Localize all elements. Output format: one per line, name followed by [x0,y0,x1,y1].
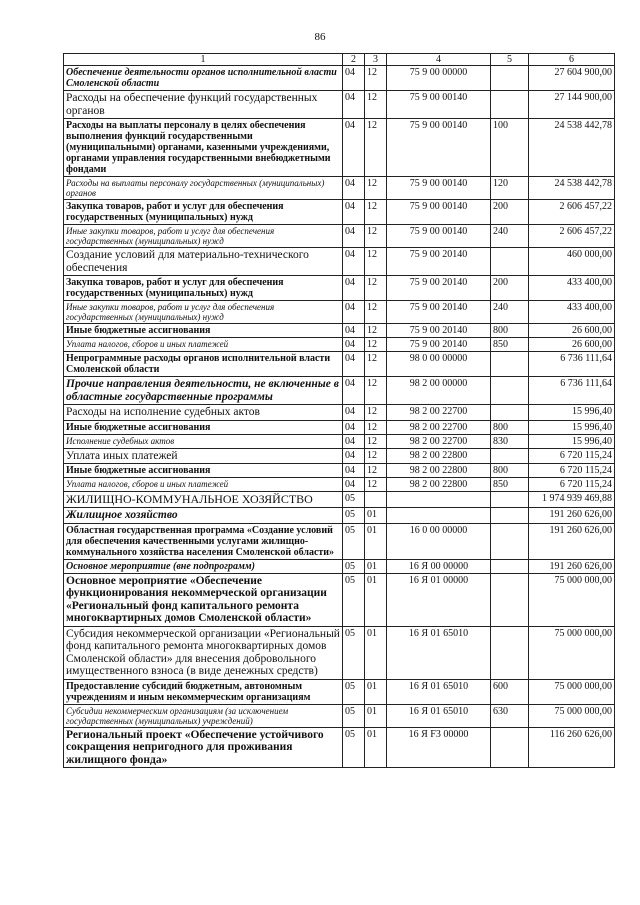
row-section-cell: 04 [343,177,365,200]
row-amount-cell: 116 260 626,00 [529,727,615,768]
row-section-cell: 04 [343,225,365,248]
row-name-cell: Закупка товаров, работ и услуг для обеспечения государственных (муниципальных) нужд [64,276,343,301]
row-name-cell: Иные закупки товаров, работ и услуг для обеспечения государственных (муниципальных) нужд [64,225,343,248]
row-expense-type-cell: 630 [491,704,529,727]
row-section-cell: 05 [343,727,365,768]
row-expense-type-cell: 800 [491,464,529,478]
row-subsection-cell: 01 [365,573,387,626]
row-target-article-cell: 75 9 00 00140 [387,91,491,119]
header-col-section: 2 [343,54,365,66]
table-row [64,66,615,91]
row-amount-cell: 24 538 442,78 [529,177,615,200]
row-amount-cell: 15 996,40 [529,405,615,421]
row-name-cell: Уплата иных платежей [64,448,343,464]
row-section-cell: 05 [343,523,365,559]
row-section-cell: 04 [343,119,365,177]
row-name-cell: Непрограммные расходы органов исполнительной власти Смоленской области [64,352,343,377]
row-target-article-cell: 16 0 00 00000 [387,523,491,559]
row-expense-type-cell [491,405,529,421]
table-row [64,248,615,276]
row-expense-type-cell [491,352,529,377]
row-section-cell: 04 [343,405,365,421]
row-subsection-cell: 12 [365,200,387,225]
row-target-article-cell: 16 Я F3 00000 [387,727,491,768]
row-amount-cell: 2 606 457,22 [529,225,615,248]
row-section-cell: 04 [343,248,365,276]
row-subsection-cell: 12 [365,478,387,492]
row-subsection-cell: 12 [365,324,387,338]
row-amount-cell: 75 000 000,00 [529,573,615,626]
table-row [64,448,615,464]
row-target-article-cell: 75 9 00 20140 [387,338,491,352]
row-section-cell: 04 [343,420,365,434]
row-amount-cell: 191 260 626,00 [529,508,615,524]
row-expense-type-cell: 240 [491,301,529,324]
row-amount-cell: 75 000 000,00 [529,626,615,679]
table-row [64,420,615,434]
row-section-cell: 05 [343,508,365,524]
row-target-article-cell: 16 Я 00 00000 [387,559,491,573]
row-target-article-cell: 98 2 00 22700 [387,434,491,448]
row-amount-cell: 24 538 442,78 [529,119,615,177]
table-row [64,464,615,478]
row-subsection-cell: 12 [365,377,387,405]
row-amount-cell: 6 736 111,64 [529,352,615,377]
row-subsection-cell: 01 [365,559,387,573]
row-amount-cell: 6 720 115,24 [529,464,615,478]
row-amount-cell: 75 000 000,00 [529,704,615,727]
table-row [64,478,615,492]
row-subsection-cell: 12 [365,434,387,448]
row-name-cell: Расходы на обеспечение функций государственных органов [64,91,343,119]
table-header-row [64,54,615,66]
row-amount-cell: 6 720 115,24 [529,448,615,464]
row-target-article-cell: 16 Я 01 65010 [387,679,491,704]
row-expense-type-cell [491,377,529,405]
row-name-cell: Иные бюджетные ассигнования [64,464,343,478]
row-target-article-cell: 98 2 00 22700 [387,405,491,421]
row-amount-cell: 191 260 626,00 [529,559,615,573]
row-expense-type-cell [491,508,529,524]
table-row [64,377,615,405]
table-row [64,727,615,768]
row-section-cell: 04 [343,377,365,405]
row-section-cell: 04 [343,200,365,225]
row-target-article-cell: 98 0 00 00000 [387,352,491,377]
row-amount-cell: 15 996,40 [529,434,615,448]
row-expense-type-cell: 240 [491,225,529,248]
row-subsection-cell: 12 [365,352,387,377]
row-target-article-cell: 75 9 00 00000 [387,66,491,91]
table-row [64,276,615,301]
row-subsection-cell: 12 [365,301,387,324]
table-row [64,225,615,248]
row-target-article-cell: 75 9 00 00140 [387,119,491,177]
row-amount-cell: 27 604 900,00 [529,66,615,91]
row-target-article-cell: 75 9 00 20140 [387,248,491,276]
row-section-cell: 04 [343,434,365,448]
row-subsection-cell [365,492,387,508]
table-row [64,177,615,200]
table-row [64,405,615,421]
row-expense-type-cell: 200 [491,200,529,225]
row-name-cell: Уплата налогов, сборов и иных платежей [64,478,343,492]
row-name-cell: Создание условий для материально-технического обеспечения [64,248,343,276]
table-row [64,573,615,626]
row-name-cell: Субсидия некоммерческой организации «Региональный фонд капитального ремонта многоквартирных домов Смоленской области» для внесения добровольного имущественного взноса (в виде денежных средств) [64,626,343,679]
row-target-article-cell: 98 2 00 00000 [387,377,491,405]
row-section-cell: 04 [343,324,365,338]
table-row [64,523,615,559]
table-row [64,508,615,524]
row-name-cell: Жилищное хозяйство [64,508,343,524]
row-name-cell: Предоставление субсидий бюджетным, автономным учреждениям и иным некоммерческим организациям [64,679,343,704]
row-amount-cell: 433 400,00 [529,301,615,324]
row-expense-type-cell: 850 [491,338,529,352]
row-name-cell: Прочие направления деятельности, не включенные в областные государственные программы [64,377,343,405]
header-col-subsection: 3 [365,54,387,66]
row-target-article-cell: 98 2 00 22800 [387,448,491,464]
row-subsection-cell: 01 [365,704,387,727]
table-row [64,434,615,448]
row-expense-type-cell [491,523,529,559]
row-name-cell: Исполнение судебных актов [64,434,343,448]
row-target-article-cell: 75 9 00 00140 [387,225,491,248]
row-subsection-cell: 01 [365,523,387,559]
header-col-name: 1 [64,54,343,66]
row-section-cell: 04 [343,478,365,492]
row-amount-cell: 460 000,00 [529,248,615,276]
row-section-cell: 04 [343,301,365,324]
row-section-cell: 04 [343,66,365,91]
table-row [64,352,615,377]
row-name-cell: Расходы на выплаты персоналу государственных (муниципальных) органов [64,177,343,200]
row-name-cell: Иные бюджетные ассигнования [64,324,343,338]
row-expense-type-cell: 850 [491,478,529,492]
table-row [64,559,615,573]
row-section-cell: 05 [343,626,365,679]
row-section-cell: 05 [343,573,365,626]
header-col-expense-type: 5 [491,54,529,66]
row-name-cell: Уплата налогов, сборов и иных платежей [64,338,343,352]
header-col-target-article: 4 [387,54,491,66]
row-section-cell: 04 [343,352,365,377]
table-row [64,200,615,225]
row-subsection-cell: 12 [365,464,387,478]
row-amount-cell: 26 600,00 [529,338,615,352]
row-section-cell: 05 [343,492,365,508]
row-section-cell: 05 [343,559,365,573]
row-subsection-cell: 12 [365,91,387,119]
row-subsection-cell: 12 [365,119,387,177]
row-name-cell: Обеспечение деятельности органов исполнительной власти Смоленской области [64,66,343,91]
row-amount-cell: 433 400,00 [529,276,615,301]
row-section-cell: 05 [343,704,365,727]
row-name-cell: Региональный проект «Обеспечение устойчивого сокращения непригодного для проживания жилищного фонда» [64,727,343,768]
row-subsection-cell: 12 [365,248,387,276]
table-row [64,119,615,177]
row-expense-type-cell [491,248,529,276]
header-col-amount: 6 [529,54,615,66]
row-target-article-cell [387,492,491,508]
table-row [64,626,615,679]
row-expense-type-cell: 600 [491,679,529,704]
row-amount-cell: 15 996,40 [529,420,615,434]
row-subsection-cell: 01 [365,508,387,524]
row-expense-type-cell [491,559,529,573]
row-target-article-cell: 75 9 00 20140 [387,276,491,301]
row-expense-type-cell [491,492,529,508]
row-target-article-cell: 16 Я 01 65010 [387,626,491,679]
table-row [64,492,615,508]
row-subsection-cell: 12 [365,225,387,248]
row-expense-type-cell: 800 [491,420,529,434]
row-name-cell: ЖИЛИЩНО-КОММУНАЛЬНОЕ ХОЗЯЙСТВО [64,492,343,508]
row-name-cell: Иные бюджетные ассигнования [64,420,343,434]
row-name-cell: Областная государственная программа «Создание условий для обеспечения качественными услугами жилищно-коммунального хозяйства населения Смоленской области» [64,523,343,559]
row-section-cell: 05 [343,679,365,704]
row-target-article-cell: 98 2 00 22800 [387,464,491,478]
table-row [64,704,615,727]
budget-table [63,53,615,768]
row-subsection-cell: 12 [365,276,387,301]
row-name-cell: Основное мероприятие «Обеспечение функционирования некоммерческой организации «Региональный фонд капитального ремонта многоквартирных домов Смоленской области» [64,573,343,626]
row-amount-cell: 75 000 000,00 [529,679,615,704]
row-expense-type-cell [491,573,529,626]
row-name-cell: Закупка товаров, работ и услуг для обеспечения государственных (муниципальных) нужд [64,200,343,225]
row-subsection-cell: 01 [365,727,387,768]
table-row [64,301,615,324]
table-body [64,66,615,768]
row-name-cell: Расходы на выплаты персоналу в целях обеспечения выполнения функций государственными (муниципальными) органами, казенными учреждениями, органами управления государственными внебюджетными фондами [64,119,343,177]
row-expense-type-cell [491,626,529,679]
table-row [64,324,615,338]
row-subsection-cell: 12 [365,338,387,352]
row-subsection-cell: 12 [365,420,387,434]
row-amount-cell: 26 600,00 [529,324,615,338]
row-subsection-cell: 01 [365,679,387,704]
row-subsection-cell: 01 [365,626,387,679]
page-number: 86 [314,31,326,43]
row-expense-type-cell [491,66,529,91]
row-name-cell: Субсидии некоммерческим организациям (за исключением государственных (муниципальных) учреждений) [64,704,343,727]
row-expense-type-cell: 100 [491,119,529,177]
row-expense-type-cell: 830 [491,434,529,448]
row-subsection-cell: 12 [365,405,387,421]
row-section-cell: 04 [343,276,365,301]
row-subsection-cell: 12 [365,66,387,91]
table-row [64,91,615,119]
table-row [64,338,615,352]
row-amount-cell: 6 736 111,64 [529,377,615,405]
row-target-article-cell: 98 2 00 22800 [387,478,491,492]
row-expense-type-cell: 800 [491,324,529,338]
row-name-cell: Иные закупки товаров, работ и услуг для обеспечения государственных (муниципальных) нужд [64,301,343,324]
row-target-article-cell: 75 9 00 20140 [387,301,491,324]
row-target-article-cell [387,508,491,524]
row-subsection-cell: 12 [365,177,387,200]
row-amount-cell: 1 974 939 469,88 [529,492,615,508]
row-section-cell: 04 [343,338,365,352]
row-section-cell: 04 [343,464,365,478]
row-target-article-cell: 16 Я 01 65010 [387,704,491,727]
row-target-article-cell: 75 9 00 20140 [387,324,491,338]
row-expense-type-cell [491,91,529,119]
row-subsection-cell: 12 [365,448,387,464]
table-row [64,679,615,704]
row-amount-cell: 191 260 626,00 [529,523,615,559]
row-target-article-cell: 16 Я 01 00000 [387,573,491,626]
row-name-cell: Основное мероприятие (вне подпрограмм) [64,559,343,573]
row-section-cell: 04 [343,448,365,464]
row-expense-type-cell: 120 [491,177,529,200]
row-expense-type-cell: 200 [491,276,529,301]
row-amount-cell: 6 720 115,24 [529,478,615,492]
row-section-cell: 04 [343,91,365,119]
row-amount-cell: 2 606 457,22 [529,200,615,225]
row-name-cell: Расходы на исполнение судебных актов [64,405,343,421]
row-target-article-cell: 75 9 00 00140 [387,200,491,225]
row-target-article-cell: 75 9 00 00140 [387,177,491,200]
row-expense-type-cell [491,727,529,768]
row-expense-type-cell [491,448,529,464]
row-amount-cell: 27 144 900,00 [529,91,615,119]
row-target-article-cell: 98 2 00 22700 [387,420,491,434]
